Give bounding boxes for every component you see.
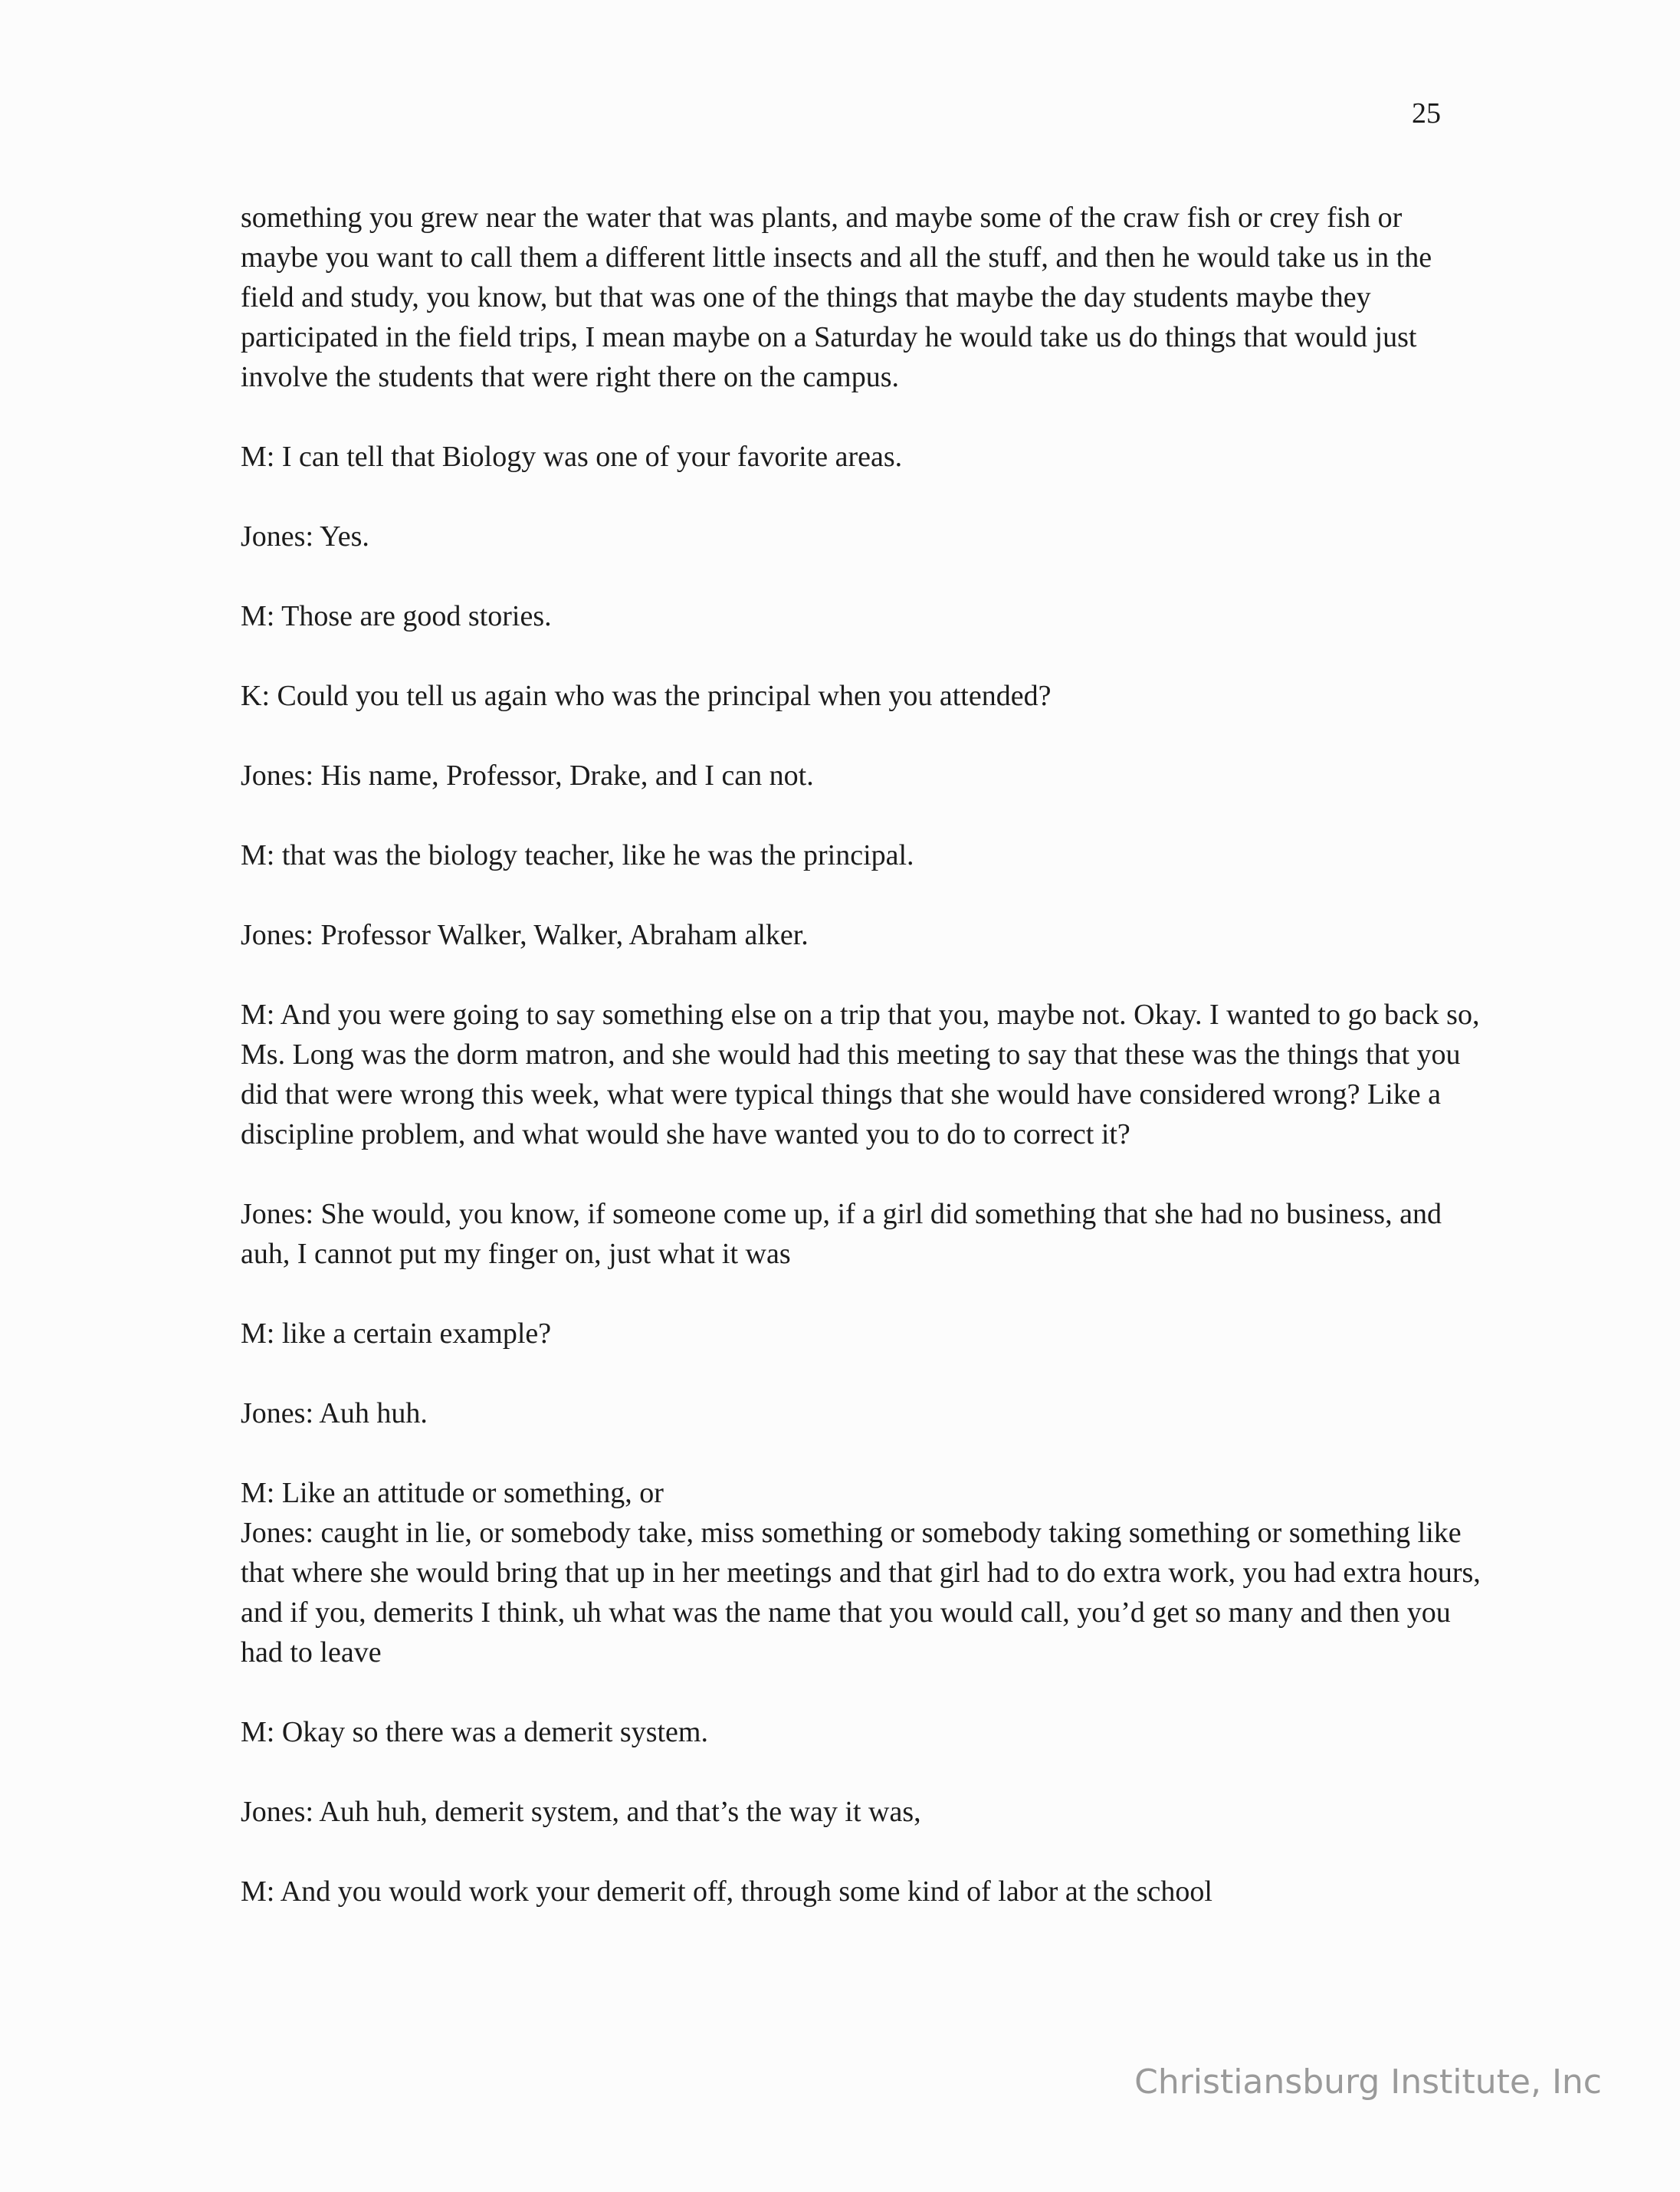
transcript-paragraph: Jones: Auh huh, demerit system, and that’s the way it was, (241, 1796, 921, 1828)
transcript-paragraph: Jones: She would, you know, if someone come up, if a girl did something that she had no business, and auh, I cannot put my finger on, just what it was (241, 1198, 1442, 1270)
transcript-paragraph: M: like a certain example? (241, 1317, 552, 1350)
transcript-paragraph: M: that was the biology teacher, like he was the principal. (241, 839, 914, 871)
paragraph-spacer (241, 556, 1482, 596)
transcript-paragraph: Jones: Yes. (241, 520, 369, 553)
transcript-paragraph: Jones: His name, Professor, Drake, and I can not. (241, 760, 814, 792)
transcript-body (241, 198, 1482, 1911)
transcript-paragraph: M: Those are good stories. (241, 600, 552, 632)
paragraph-spacer (241, 796, 1482, 835)
transcript-paragraph: M: And you were going to say something else on a trip that you, maybe not. Okay. I wanted to go back so, Ms. Long was the dorm matron, and she would had this meeting to say that these was the things that you did that were wrong this week, what were typical things that she would have considered wrong? Like a discipline problem, and what would she have wanted you to do to correct it? (241, 999, 1480, 1150)
transcript-paragraph: something you grew near the water that was plants, and maybe some of the craw fish or crey fish or maybe you want to call them a different little insects and all the stuff, and then he would take us in the field and study, you know, but that was one of the things that maybe the day students maybe they participated in the field trips, I mean maybe on a Saturday he would take us do things that would just involve the students that were right there on the campus. (241, 202, 1432, 393)
transcript-paragraph: K: Could you tell us again who was the principal when you attended? (241, 680, 1052, 712)
paragraph-spacer (241, 1274, 1482, 1314)
transcript-paragraph: Jones: Auh huh. (241, 1397, 428, 1429)
paragraph-spacer (241, 1154, 1482, 1194)
paragraph-spacer (241, 1354, 1482, 1393)
transcript-paragraph: M: And you would work your demerit off, through some kind of labor at the school (241, 1875, 1212, 1908)
paragraph-spacer (241, 955, 1482, 995)
paragraph-spacer (241, 875, 1482, 915)
paragraph-spacer (241, 397, 1482, 437)
transcript-paragraph: M: Like an attitude or something, or (241, 1477, 664, 1509)
paragraph-spacer (241, 1752, 1482, 1792)
paragraph-spacer (241, 477, 1482, 517)
transcript-paragraph: M: Okay so there was a demerit system. (241, 1716, 708, 1748)
paragraph-spacer (241, 716, 1482, 756)
transcript-paragraph: Jones: Professor Walker, Walker, Abraham alker. (241, 919, 809, 951)
watermark: Christiansburg Institute, Inc (1134, 2062, 1602, 2102)
paragraph-spacer (241, 1672, 1482, 1712)
transcript-paragraph: M: I can tell that Biology was one of your favorite areas. (241, 441, 903, 473)
paragraph-spacer (241, 636, 1482, 676)
paragraph-spacer (241, 1433, 1482, 1473)
page-number: 25 (1412, 97, 1441, 130)
paragraph-spacer (241, 1832, 1482, 1872)
transcript-paragraph: Jones: caught in lie, or somebody take, miss something or somebody taking something or something like that where she would bring that up in her meetings and that girl had to do extra work, you had extra hours, and if you, demerits I think, uh what was the name that you would call, you’d get so many and then you had to leave (241, 1517, 1481, 1669)
